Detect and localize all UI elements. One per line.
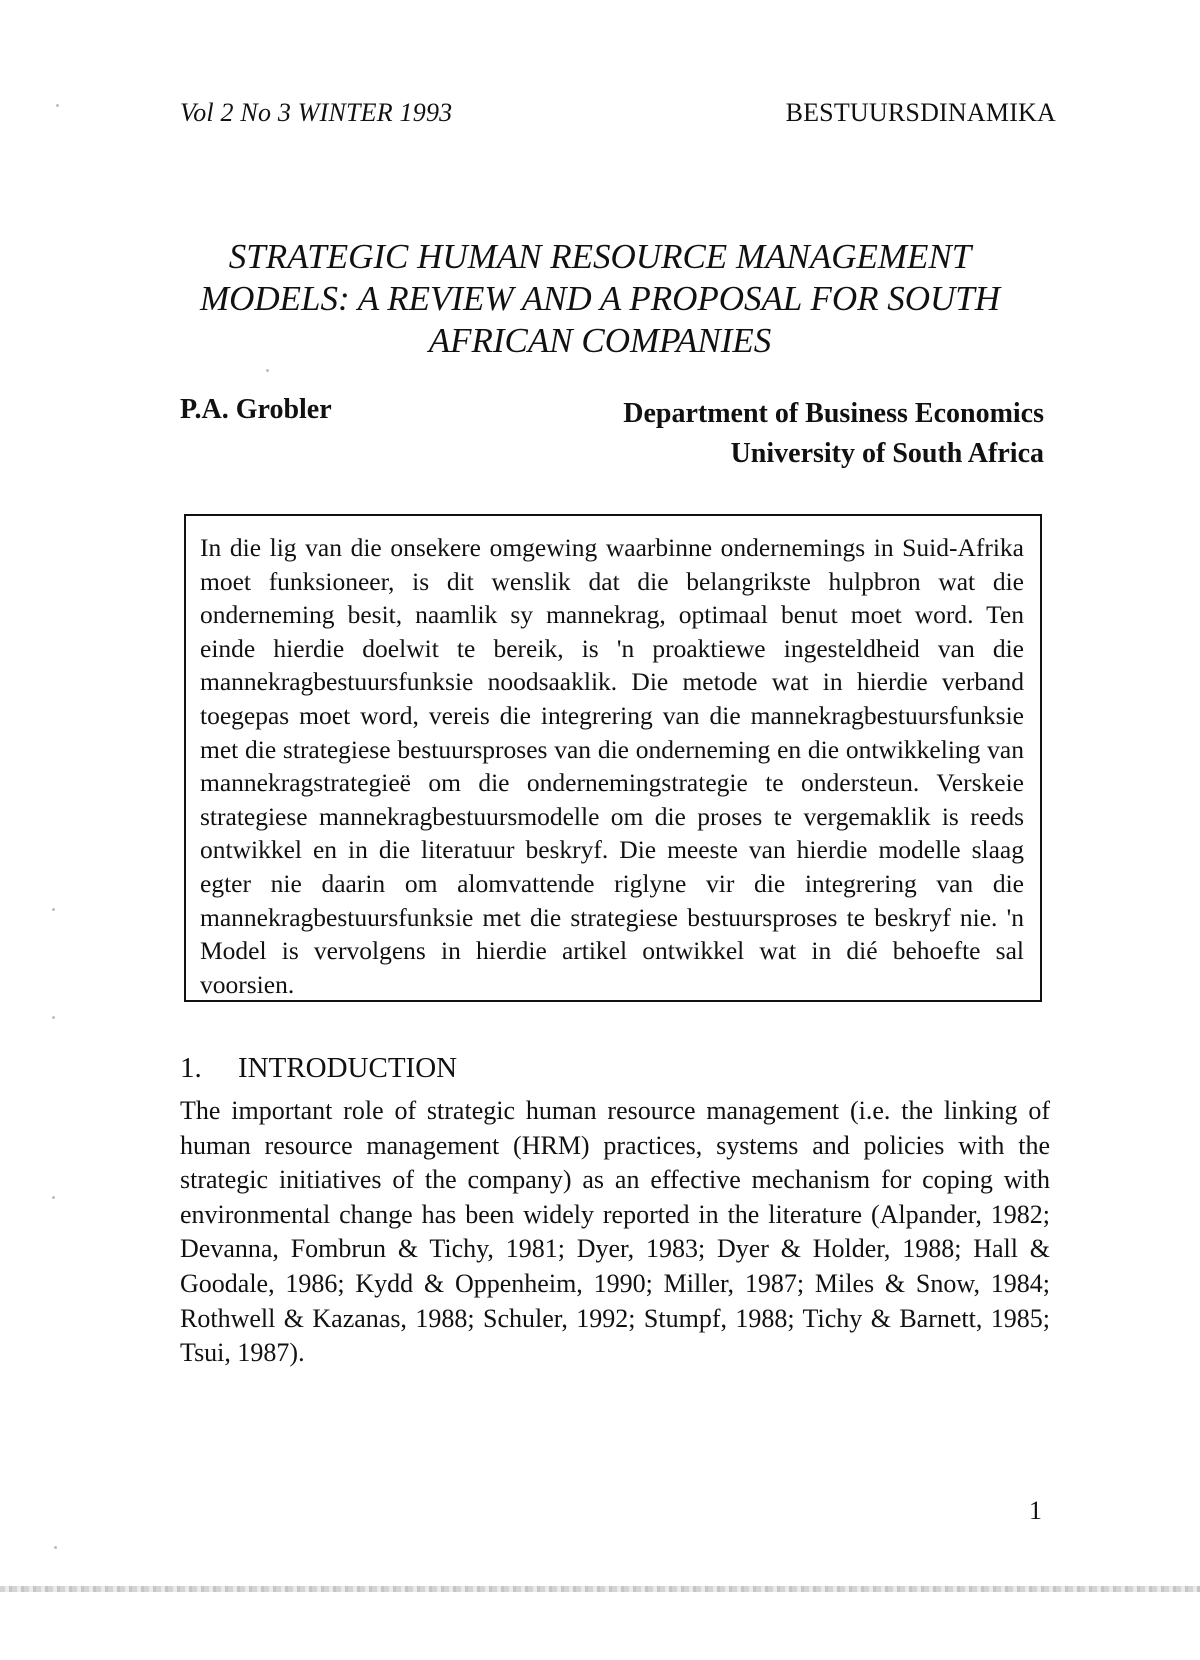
journal-name: BESTUURSDINAMIKA bbox=[785, 98, 1056, 127]
scan-speck bbox=[56, 104, 59, 107]
journal-issue: Vol 2 No 3 WINTER 1993 bbox=[180, 98, 453, 127]
page-number: 1 bbox=[1029, 1496, 1042, 1525]
scan-speck bbox=[54, 1546, 57, 1549]
abstract-text: In die lig van die onsekere omgewing waarbinne ondernemings in Suid-Afrika moet funksioneer, is dit wenslik dat die belangrikste hulpbron wat die onderneming besit, naamlik sy mannekrag, optimaal benut moet word. Ten einde hierdie doelwit te bereik, is 'n proaktiewe ingesteldheid van die mannekragbestuursfunksie noodsaaklik. Die metode wat in hierdie verband toegepas moet word, vereis die integrering van die mannekragbestuursfunksie met die strategiese bestuursproses van die onderneming en die ontwikkeling van mannekragstrategieë om die ondernemingstrategie te ondersteun. Verskeie strategiese mannekragbestuursmodelle om die proses te vergemaklik is reeds ontwikkel en in die literatuur beskryf. Die meeste van hierdie modelle slaag egter nie daarin om alomvattende riglyne vir die integrering van die mannekragbestuursfunksie met die strategiese bestuursproses te beskryf nie. 'n Model is vervolgens in hierdie artikel ontwikkel wat in dié behoefte sal voorsien. bbox=[200, 533, 1024, 999]
author-name: P.A. Grobler bbox=[180, 394, 332, 425]
section-title: INTRODUCTION bbox=[238, 1052, 458, 1084]
affiliation-line: University of South Africa bbox=[730, 438, 1044, 469]
scan-edge-artifact bbox=[0, 1586, 1200, 1592]
title-line: STRATEGIC HUMAN RESOURCE MANAGEMENT bbox=[228, 237, 972, 276]
scan-speck bbox=[266, 369, 269, 372]
abstract-box bbox=[184, 514, 1042, 1002]
author-affiliation bbox=[623, 394, 1044, 474]
scan-speck bbox=[52, 1196, 55, 1199]
section-number: 1. bbox=[180, 1052, 202, 1084]
scan-speck bbox=[52, 908, 55, 911]
introduction-paragraph: The important role of strategic human resource management (i.e. the linking of human resource management (HRM) practices, systems and policies with the strategic initiatives of the company) as an effective mechanism for coping with environmental change has been widely reported in the literature (Alpander, 1982; Devanna, Fombrun & Tichy, 1981; Dyer, 1983; Dyer & Holder, 1988; Hall & Goodale, 1986; Kydd & Oppenheim, 1990; Miller, 1987; Miles & Snow, 1984; Rothwell & Kazanas, 1988; Schuler, 1992; Stumpf, 1988; Tichy & Barnett, 1985; Tsui, 1987). bbox=[180, 1096, 1050, 1368]
title-line: AFRICAN COMPANIES bbox=[428, 321, 772, 360]
affiliation-line: Department of Business Economics bbox=[623, 398, 1044, 429]
section-heading bbox=[180, 1052, 457, 1085]
title-line: MODELS: A REVIEW AND A PROPOSAL FOR SOUTH bbox=[199, 279, 1001, 318]
scan-speck bbox=[52, 1016, 55, 1019]
article-title bbox=[150, 236, 1050, 362]
